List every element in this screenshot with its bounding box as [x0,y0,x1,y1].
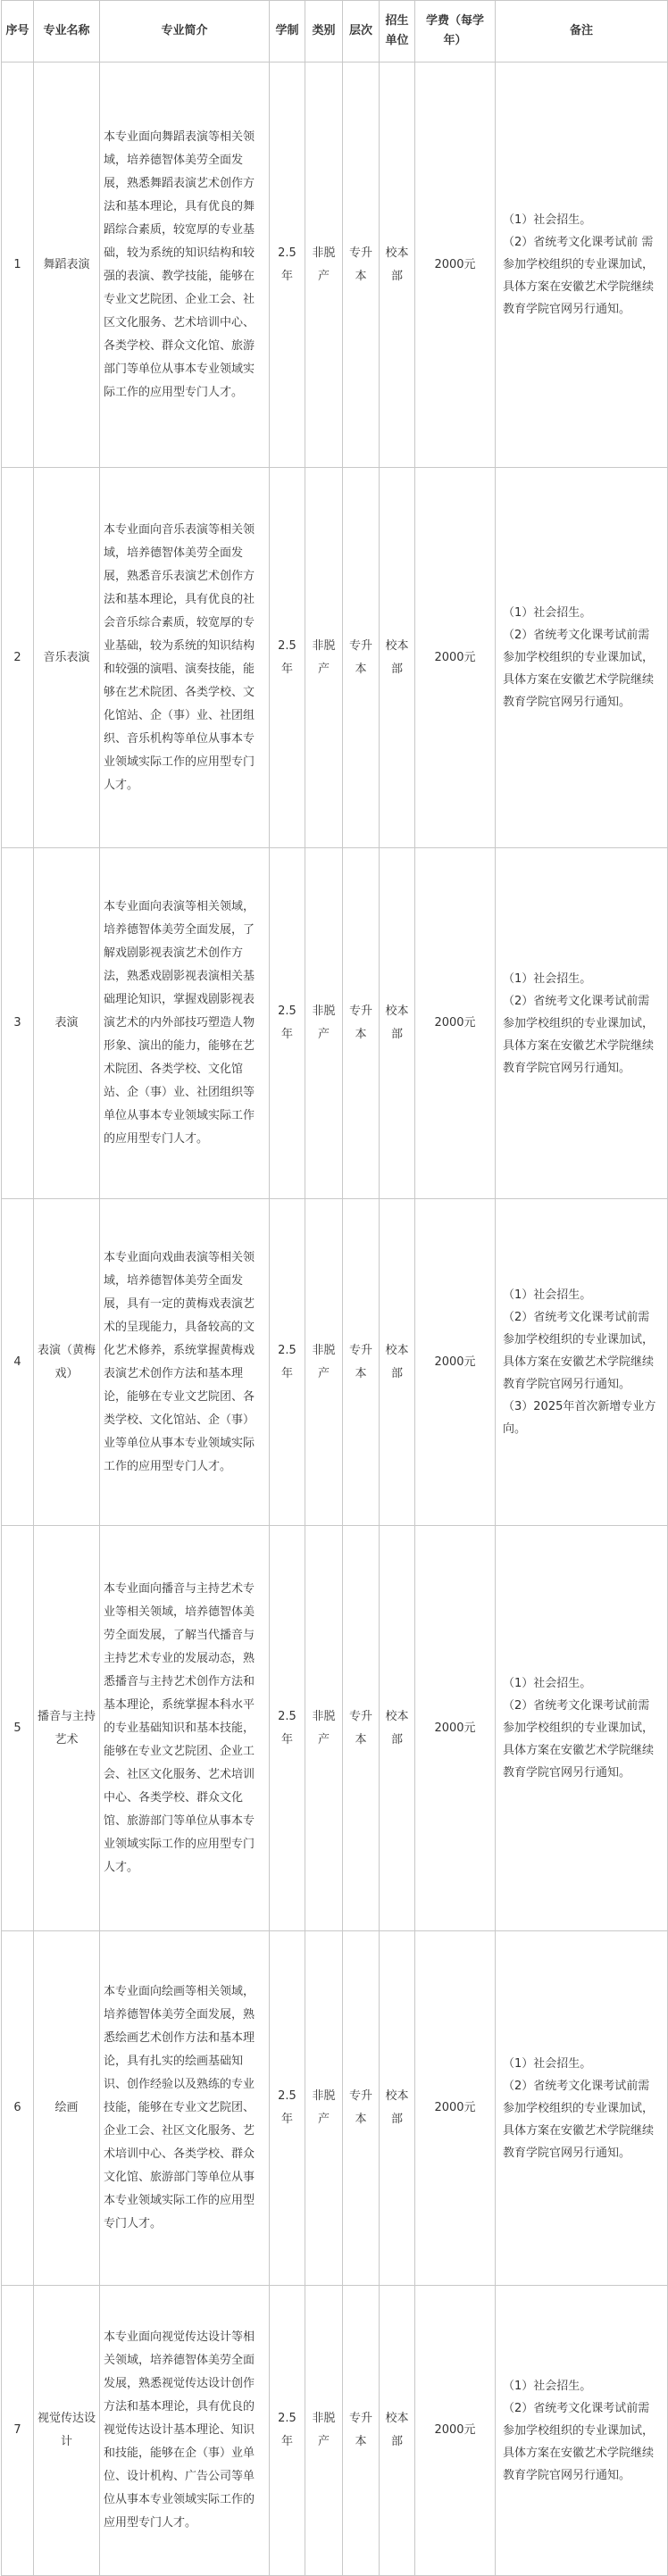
cell-fee: 2000元 [415,1931,496,2286]
header-notes: 备注 [496,1,668,63]
cell-type: 非脱产 [305,1526,343,1931]
table-row [2,1931,668,2286]
cell-unit: 校本部 [380,468,415,848]
cell-unit: 校本部 [380,2286,415,2576]
header-major: 专业名称 [34,1,100,63]
cell-type: 非脱产 [305,848,343,1199]
note-line: （2）省统考文化课考试前需参加学校组织的专业课加试，具体方案在安徽艺术学院继续教育学院官网另行通知。 [503,994,655,1075]
cell-level: 专升本 [343,1199,380,1526]
cell-unit: 校本部 [380,63,415,468]
cell-notes [496,468,668,848]
cell-duration: 2.5年 [270,1931,305,2286]
cell-unit: 校本部 [380,1931,415,2286]
cell-major: 舞蹈表演 [34,63,100,468]
note-line: （2）省统考文化课考试前需参加学校组织的专业课加试，具体方案在安徽艺术学院继续教育学院官网另行通知。 [503,1699,655,1780]
note-line: （1）社会招生。 [503,2379,592,2393]
note-line: （1）社会招生。 [503,1288,592,1302]
cell-duration: 2.5年 [270,848,305,1199]
table-row [2,848,668,1199]
cell-unit: 校本部 [380,848,415,1199]
cell-type: 非脱产 [305,2286,343,2576]
table-row [2,2286,668,2576]
note-line: （1）社会招生。 [503,2056,592,2071]
table-row [2,468,668,848]
note-line: （1）社会招生。 [503,1677,592,1690]
cell-major: 绘画 [34,1931,100,2286]
cell-type: 非脱产 [305,468,343,848]
cell-type: 非脱产 [305,1931,343,2286]
note-line: （2）省统考文化课考试前 需参加学校组织的专业课加试，具体方案在安徽艺术学院继续教育学院官网另行通知。 [503,236,655,316]
cell-intro: 本专业面向表演等相关领域，培养德智体美劳全面发展，了解戏剧影视表演艺术创作方法，熟悉戏剧影视表演相关基础理论知识，掌握戏剧影视表演艺术的内外部技巧塑造人物形象、演出的能力，能够在艺术院团、各类学校、文化馆站、企（事）业、社团组织等单位从事本专业领域实际工作的应用型专门人才。 [100,848,270,1199]
cell-type: 非脱产 [305,1199,343,1526]
cell-notes [496,1526,668,1931]
header-type: 类别 [305,1,343,63]
note-line: （3）2025年首次新增专业方向。 [503,1400,656,1436]
cell-fee: 2000元 [415,2286,496,2576]
cell-level: 专升本 [343,848,380,1199]
cell-duration: 2.5年 [270,1526,305,1931]
note-line: （1）社会招生。 [503,971,592,986]
cell-duration: 2.5年 [270,63,305,468]
header-duration: 学制 [270,1,305,63]
cell-index: 7 [2,2286,34,2576]
note-line: （2）省统考文化课考试前需参加学校组织的专业课加试，具体方案在安徽艺术学院继续教育学院官网另行通知。 [503,2401,655,2482]
cell-intro: 本专业面向音乐表演等相关领域，培养德智体美劳全面发展，熟悉音乐表演艺术创作方法和基本理论，具有优良的社会音乐综合素质，较宽厚的专业基础，较为系统的知识结构和较强的演唱、演奏技能，能够在艺术院团、各类学校、文化馆站、企（事）业、社团组织、音乐机构等单位从事本专业领域实际工作的应用型专门人才。 [100,468,270,848]
cell-fee: 2000元 [415,63,496,468]
header-level: 层次 [343,1,380,63]
cell-intro: 本专业面向舞蹈表演等相关领域，培养德智体美劳全面发展，熟悉舞蹈表演艺术创作方法和基本理论，具有优良的舞蹈综合素质，较宽厚的专业基础，较为系统的知识结构和较强的表演、教学技能，能够在专业文艺院团、企业工会、社区文化服务、艺术培训中心、各类学校、群众文化馆、旅游部门等单位从事本专业领域实际工作的应用型专门人才。 [100,63,270,468]
cell-notes [496,1199,668,1526]
header-row [2,1,668,63]
cell-index: 6 [2,1931,34,2286]
cell-duration: 2.5年 [270,1199,305,1526]
cell-index: 1 [2,63,34,468]
note-line: （2）省统考文化课考试前需参加学校组织的专业课加试，具体方案在安徽艺术学院继续教育学院官网另行通知。 [503,1311,655,1391]
cell-level: 专升本 [343,2286,380,2576]
header-unit: 招生单位 [380,1,415,63]
cell-major: 播音与主持艺术 [34,1526,100,1931]
note-line: （1）社会招生。 [503,213,592,227]
header-fee: 学费（每学年） [415,1,496,63]
cell-major: 视觉传达设计 [34,2286,100,2576]
cell-unit: 校本部 [380,1199,415,1526]
cell-intro: 本专业面向视觉传达设计等相关领域，培养德智体美劳全面发展，熟悉视觉传达设计创作方法和基本理论，具有优良的视觉传达设计基本理论、知识和技能，能够在企（事）业单位、设计机构、广告公司等单位从事本专业领域实际工作的应用型专门人才。 [100,2286,270,2576]
cell-index: 3 [2,848,34,1199]
cell-major: 音乐表演 [34,468,100,848]
cell-fee: 2000元 [415,1526,496,1931]
cell-type: 非脱产 [305,63,343,468]
cell-notes [496,848,668,1199]
cell-index: 5 [2,1526,34,1931]
cell-notes [496,2286,668,2576]
majors-table [1,0,668,2576]
cell-level: 专升本 [343,1526,380,1931]
cell-notes [496,63,668,468]
cell-level: 专升本 [343,1931,380,2286]
table-row [2,63,668,468]
cell-intro: 本专业面向戏曲表演等相关领域，培养德智体美劳全面发展，具有一定的黄梅戏表演艺术的呈现能力，具备较高的文化艺术修养，系统掌握黄梅戏表演艺术创作方法和基本理论，能够在专业文艺院团、各类学校、文化馆站、企（事）业等单位从事本专业领域实际工作的应用型专门人才。 [100,1199,270,1526]
note-line: （2）省统考文化课考试前需参加学校组织的专业课加试，具体方案在安徽艺术学院继续教育学院官网另行通知。 [503,2079,655,2160]
cell-unit: 校本部 [380,1526,415,1931]
note-line: （2）省统考文化课考试前需参加学校组织的专业课加试，具体方案在安徽艺术学院继续教育学院官网另行通知。 [503,629,655,709]
cell-fee: 2000元 [415,848,496,1199]
header-index: 序号 [2,1,34,63]
cell-fee: 2000元 [415,1199,496,1526]
cell-notes [496,1931,668,2286]
cell-duration: 2.5年 [270,468,305,848]
note-line: （1）社会招生。 [503,606,592,620]
table-row [2,1526,668,1931]
cell-index: 4 [2,1199,34,1526]
cell-level: 专升本 [343,468,380,848]
table-row [2,1199,668,1526]
cell-duration: 2.5年 [270,2286,305,2576]
cell-major: 表演（黄梅戏） [34,1199,100,1526]
cell-level: 专升本 [343,63,380,468]
cell-major: 表演 [34,848,100,1199]
cell-intro: 本专业面向播音与主持艺术专业等相关领域，培养德智体美劳全面发展，了解当代播音与主持艺术专业的发展动态，熟悉播音与主持艺术创作方法和基本理论，系统掌握本科水平的专业基础知识和基本技能，能够在专业文艺院团、企业工会、社区文化服务、艺术培训中心、各类学校、群众文化馆、旅游部门等单位从事本专业领域实际工作的应用型专门人才。 [100,1526,270,1931]
cell-intro: 本专业面向绘画等相关领域，培养德智体美劳全面发展，熟悉绘画艺术创作方法和基本理论，具有扎实的绘画基础知识、创作经验以及熟练的专业技能，能够在专业文艺院团、企业工会、社区文化服务、艺术培训中心、各类学校、群众文化馆、旅游部门等单位从事本专业领域实际工作的应用型专门人才。 [100,1931,270,2286]
cell-index: 2 [2,468,34,848]
header-intro: 专业简介 [100,1,270,63]
cell-fee: 2000元 [415,468,496,848]
